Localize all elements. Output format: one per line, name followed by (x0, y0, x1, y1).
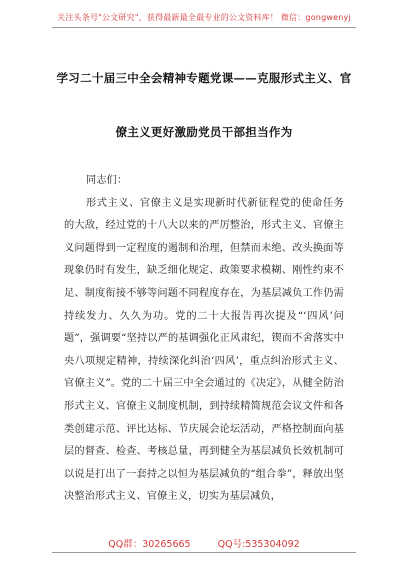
footer-qq-number: QQ号:535304092 (217, 539, 300, 550)
footer-qq-group: QQ群：30265665 (108, 539, 191, 550)
footer-contacts (0, 536, 408, 550)
footer-divider (52, 552, 356, 553)
body-paragraph: 形式主义、官僚主义是实现新时代新征程党的使命任务的大敌，经过党的十八大以来的严厉整治，形式主义、官僚主义问题得到一定程度的遏制和治理，但禁而未绝、改头换面等现象仍时有发生，缺乏细化规定、政策要求模糊、刚性约束不足、制度衔接不够等问题不同程度存在，为基层减负工作仍需持续发力、久久为功。党的二十大报告再次提及“‘四风’问题”，强调要“坚持以严的基调强化正风肃纪，锲而不舍落实中央八项规定精神，持续深化纠治‘四风’，重点纠治形式主义、官僚主义”。党的二十届三中全会通过的《决定》，从健全防治形式主义、官僚主义制度机制，到持续精简规范会议文件和各类创建示范、评比达标、节庆展会论坛活动，严格控制面向基层的督查、检查、考核总量，再到健全为基层减负长效机制可以说是打出了一套持之以恒为基层减负的“组合拳”，释放出坚决整治形式主义、官僚主义，切实为基层减负， (64, 197, 344, 503)
salutation: 同志们： (86, 175, 128, 186)
header-divider (52, 27, 356, 28)
document-body (64, 170, 344, 509)
header-banner: 关注头条号"公文研究"，获得最新最全最专业的公文资料库！ 微信：gongwenyj (57, 13, 351, 22)
document-title-line-2: 僚主义更好激励党员干部担当作为 (115, 125, 293, 139)
document-title-line-1: 学习二十届三中全会精神专题党课——克服形式主义、官 (56, 71, 352, 85)
